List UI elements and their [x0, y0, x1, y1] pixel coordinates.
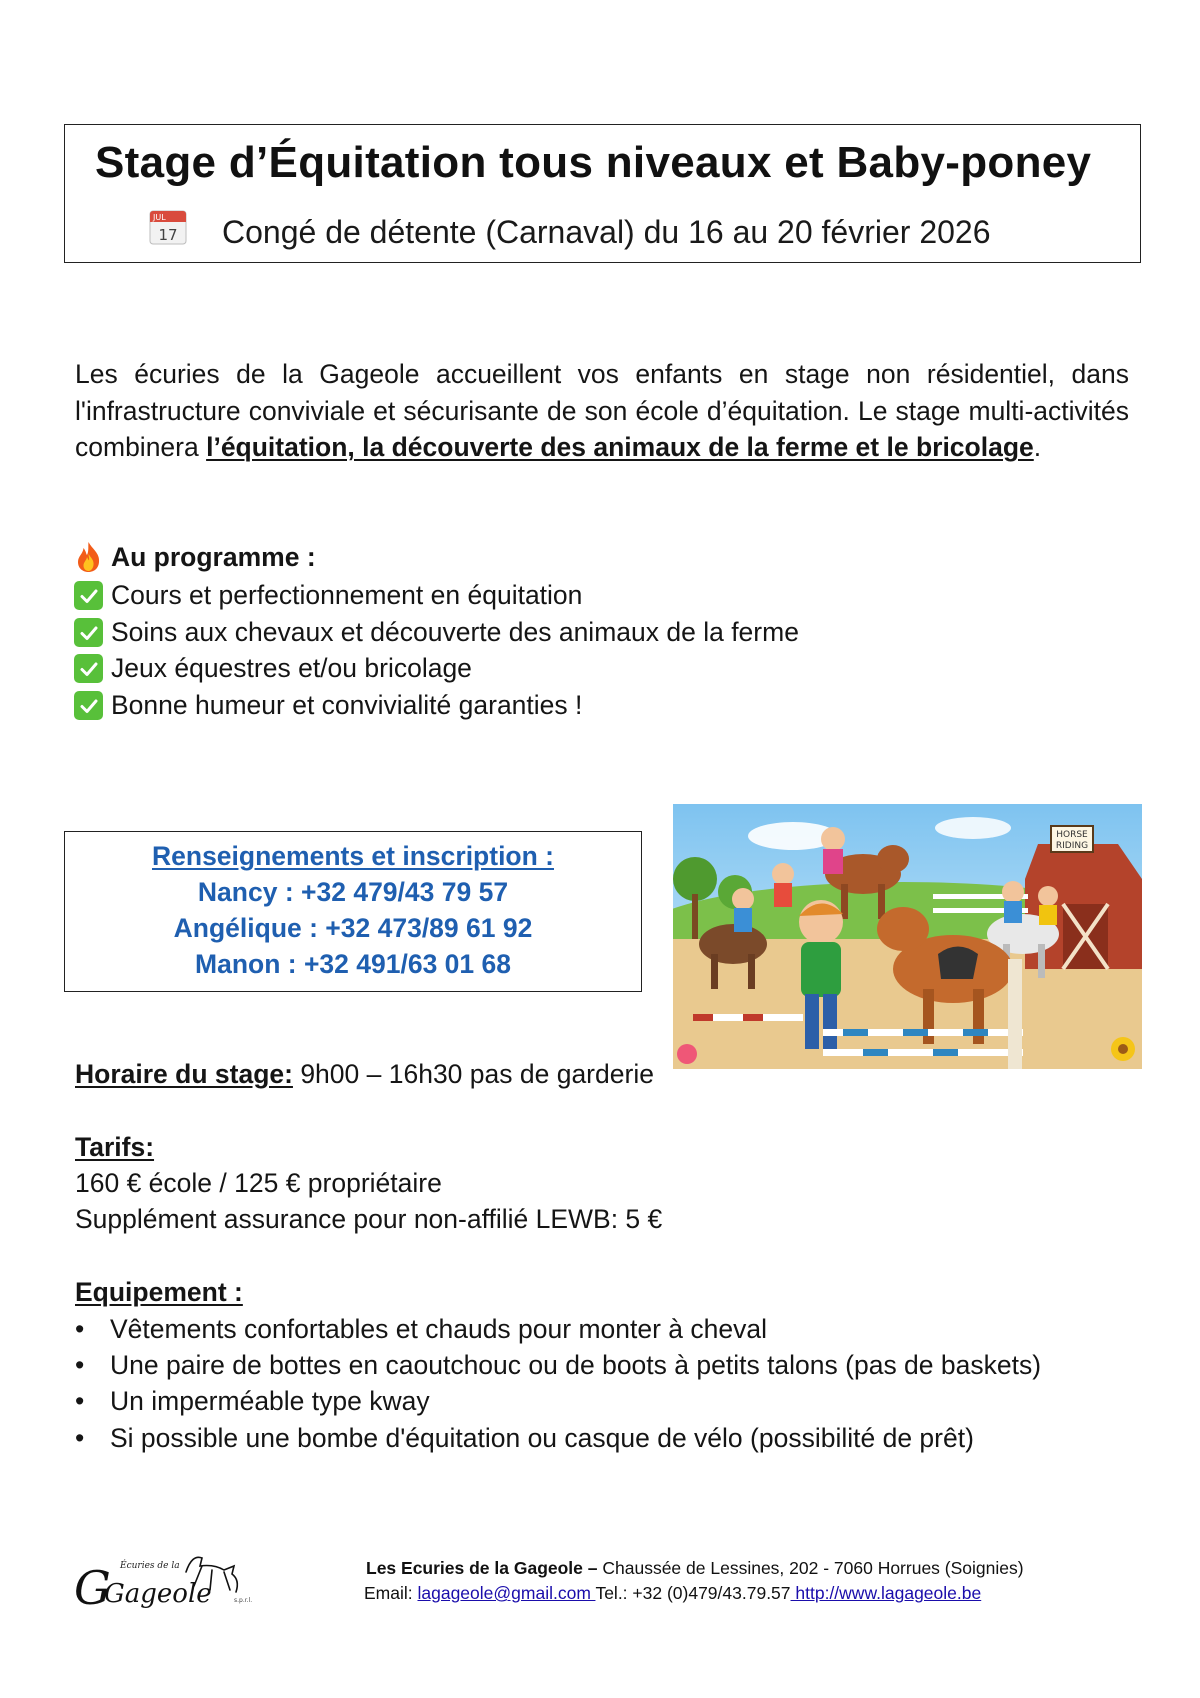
barn-sign-line1: HORSE: [1056, 830, 1088, 840]
contact-phone-angelique[interactable]: Angélique : +32 473/89 61 92: [173, 913, 533, 943]
horse-riding-illustration: [673, 804, 1142, 1069]
footer-address: [366, 1558, 1024, 1579]
bullet: •: [75, 1314, 85, 1344]
logo-line1: Écuries de la: [120, 1561, 180, 1571]
fire-icon: [74, 541, 103, 573]
programme-heading: [74, 541, 316, 573]
bullet: •: [75, 1386, 85, 1416]
programme-item-text: Soins aux chevaux et découverte des animaux de la ferme: [111, 617, 799, 647]
calendar-month: JUL: [153, 213, 166, 222]
footer-website-link[interactable]: http://www.lagageole.be: [790, 1583, 982, 1603]
intro-highlight: l’équitation, la découverte des animaux de la ferme et le bricolage: [206, 432, 1034, 462]
bullet: •: [75, 1350, 85, 1380]
check-mark-icon: [74, 691, 103, 720]
equipement-item-text: Un imperméable type kway: [110, 1386, 430, 1416]
gageole-logo: [74, 1544, 264, 1616]
contact-phone-manon[interactable]: Manon : +32 491/63 01 68: [195, 949, 511, 979]
programme-item-text: Jeux équestres et/ou bricolage: [111, 653, 472, 683]
calendar-day: 17: [158, 226, 178, 244]
schedule-value: 9h00 – 16h30 pas de garderie: [292, 1059, 654, 1089]
svg-text:G: G: [74, 1561, 111, 1615]
equipement-item-text: Une paire de bottes en caoutchouc ou de boots à petits talons (pas de baskets): [110, 1350, 1042, 1380]
tarif-line: 160 € école / 125 € propriétaire: [75, 1168, 442, 1198]
contact-phone-nancy[interactable]: Nancy : +32 479/43 79 57: [197, 877, 509, 907]
intro-end: .: [1033, 432, 1042, 462]
programme-item-text: Cours et perfectionnement en équitation: [111, 580, 583, 610]
programme-item: [74, 653, 472, 684]
contact-heading: Renseignements et inscription :: [152, 841, 554, 871]
footer-contacts: [364, 1583, 981, 1604]
footer-org-name: Les Ecuries de la Gageole –: [366, 1558, 598, 1578]
tarif-line: Supplément assurance pour non-affilié LEWB: 5 €: [75, 1204, 663, 1234]
logo-name: Gageole: [104, 1579, 212, 1609]
footer-email-link[interactable]: lagageole@gmail.com: [417, 1583, 596, 1603]
equipement-item: [75, 1423, 974, 1454]
equipement-item-text: Vêtements confortables et chauds pour monter à cheval: [110, 1314, 767, 1344]
intro-paragraph: [75, 356, 1129, 466]
subtitle-dates: Congé de détente (Carnaval) du 16 au 20 février 2026: [222, 214, 991, 250]
programme-item: [74, 690, 582, 721]
footer-email-label: Email:: [364, 1583, 418, 1603]
equipement-heading: Equipement :: [75, 1277, 243, 1307]
programme-heading-text: Au programme :: [111, 541, 316, 572]
schedule-label: Horaire du stage:: [75, 1059, 293, 1089]
calendar-icon: [149, 209, 187, 245]
equipement-item: [75, 1386, 430, 1417]
programme-item-text: Bonne humeur et convivialité garanties !: [111, 690, 583, 720]
equipement-item: [75, 1314, 767, 1345]
intro-text: Les écuries de la Gageole accueillent vos enfants en stage non résidentiel, dans l'infrastructure conviviale et sécurisante de son école d’équitation. Le stage multi-activités combinera: [75, 359, 1129, 462]
schedule-line: [75, 1059, 654, 1090]
tarifs-heading: Tarifs:: [75, 1132, 155, 1162]
footer-address-text: Chaussée de Lessines, 202 - 7060 Horrues (Soignies): [597, 1558, 1024, 1578]
equipement-item-text: Si possible une bombe d'équitation ou casque de vélo (possibilité de prêt): [110, 1423, 974, 1453]
check-mark-icon: [74, 618, 103, 647]
equipement-item: [75, 1350, 1041, 1381]
bullet: •: [75, 1423, 85, 1453]
programme-item: [74, 580, 582, 611]
barn-sign-line2: RIDING: [1055, 841, 1089, 851]
check-mark-icon: [74, 581, 103, 610]
logo-suffix: s.p.r.l.: [234, 1597, 253, 1604]
page-title: Stage d’Équitation tous niveaux et Baby-poney: [95, 138, 1092, 187]
programme-item: [74, 617, 799, 648]
footer-tel: Tel.: +32 (0)479/43.79.57: [595, 1583, 791, 1603]
check-mark-icon: [74, 654, 103, 683]
